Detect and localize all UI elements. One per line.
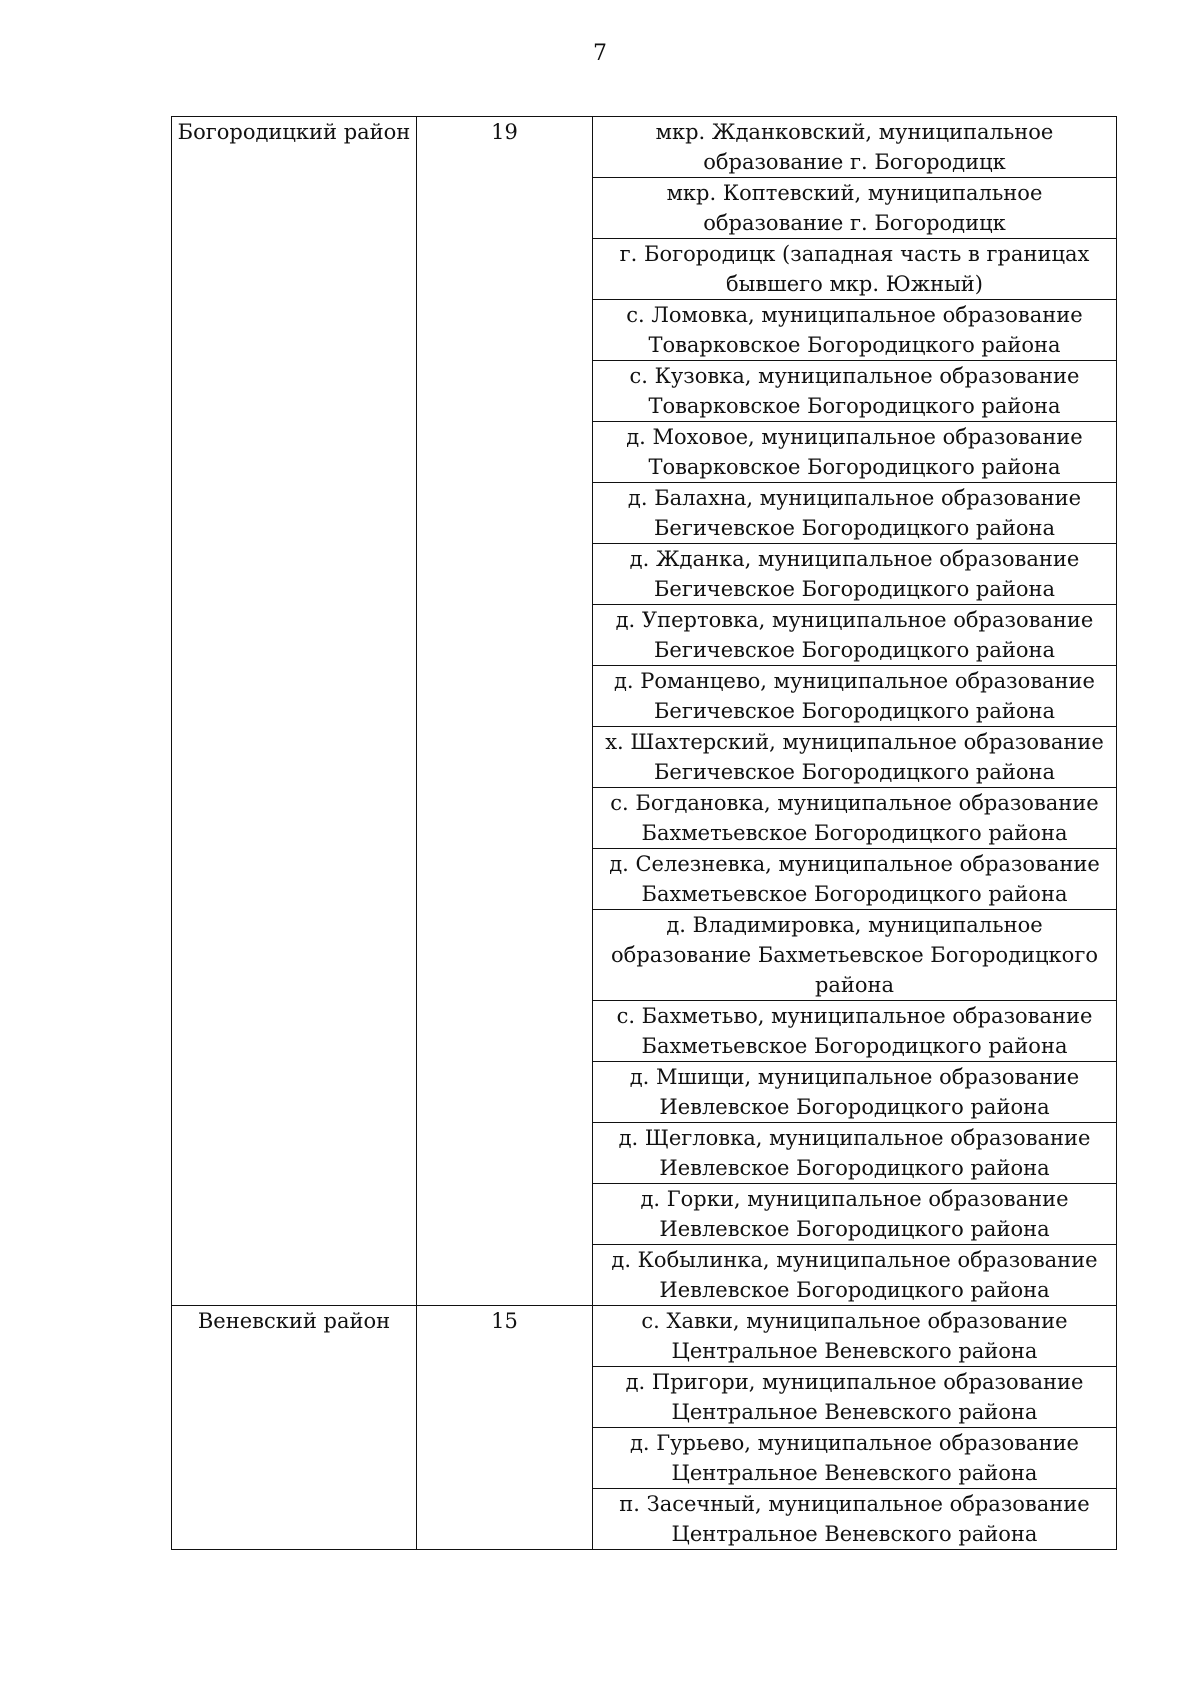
settlement-cell [593,849,1117,910]
settlement-cell [593,666,1117,727]
table-row [172,1306,1117,1367]
district-count: 15 [417,1306,593,1550]
settlement-name: д. Упертовка, муниципальное образование Бегичевское Богородицкого района [615,608,1094,662]
table-row [172,117,1117,178]
settlement-cell [593,300,1117,361]
settlement-cell [593,1184,1117,1245]
settlement-cell [593,483,1117,544]
settlement-name: д. Гурьево, муниципальное образование Центральное Веневского района [630,1431,1079,1485]
settlement-cell [593,910,1117,1001]
settlements-table [171,116,1117,1550]
settlement-cell [593,727,1117,788]
settlement-cell [593,544,1117,605]
settlement-cell [593,1367,1117,1428]
settlement-cell [593,1245,1117,1306]
settlement-name: д. Моховое, муниципальное образование Товарковское Богородицкого района [626,425,1083,479]
settlement-name: п. Засечный, муниципальное образование Центральное Веневского района [619,1492,1090,1546]
settlement-cell [593,788,1117,849]
settlement-cell [593,239,1117,300]
settlement-name: д. Владимировка, муниципальное образование Бахметьевское Богородицкого района [611,913,1098,997]
settlement-cell [593,361,1117,422]
settlement-cell [593,1489,1117,1550]
settlement-name: д. Жданка, муниципальное образование Бегичевское Богородицкого района [629,547,1080,601]
district-name: Веневский район [172,1306,417,1550]
settlement-name: с. Богдановка, муниципальное образование Бахметьевское Богородицкого района [610,791,1099,845]
settlement-cell [593,178,1117,239]
settlement-name: г. Богородицк (западная часть в границах бывшего мкр. Южный) [619,242,1090,296]
settlement-name: с. Бахметьво, муниципальное образование Бахметьевское Богородицкого района [616,1004,1093,1058]
settlement-name: мкр. Жданковский, муниципальное образование г. Богородицк [655,120,1054,174]
settlement-cell [593,1306,1117,1367]
settlement-cell [593,117,1117,178]
settlement-cell [593,1123,1117,1184]
settlement-name: д. Пригори, муниципальное образование Центральное Веневского района [625,1370,1084,1424]
settlement-name: д. Романцево, муниципальное образование Бегичевское Богородицкого района [614,669,1095,723]
settlement-name: мкр. Коптевский, муниципальное образование г. Богородицк [666,181,1043,235]
settlement-cell [593,422,1117,483]
table-body [172,117,1117,1550]
settlement-name: с. Кузовка, муниципальное образование Товарковское Богородицкого района [629,364,1080,418]
settlement-name: х. Шахтерский, муниципальное образование Бегичевское Богородицкого района [605,730,1104,784]
district-name: Богородицкий район [172,117,417,1306]
page-number: 7 [593,41,607,66]
settlement-cell [593,1001,1117,1062]
settlement-cell [593,605,1117,666]
district-count: 19 [417,117,593,1306]
settlement-name: д. Селезневка, муниципальное образование Бахметьевское Богородицкого района [609,852,1100,906]
settlement-name: с. Ломовка, муниципальное образование Товарковское Богородицкого района [626,303,1083,357]
settlement-cell [593,1428,1117,1489]
settlement-name: д. Кобылинка, муниципальное образование Иевлевское Богородицкого района [611,1248,1098,1302]
settlement-name: д. Щегловка, муниципальное образование Иевлевское Богородицкого района [618,1126,1091,1180]
settlement-name: д. Мшищи, муниципальное образование Иевлевское Богородицкого района [629,1065,1080,1119]
settlement-name: д. Балахна, муниципальное образование Бегичевское Богородицкого района [627,486,1082,540]
settlement-cell [593,1062,1117,1123]
settlement-name: д. Горки, муниципальное образование Иевлевское Богородицкого района [640,1187,1069,1241]
settlement-name: с. Хавки, муниципальное образование Центральное Веневского района [641,1309,1068,1363]
